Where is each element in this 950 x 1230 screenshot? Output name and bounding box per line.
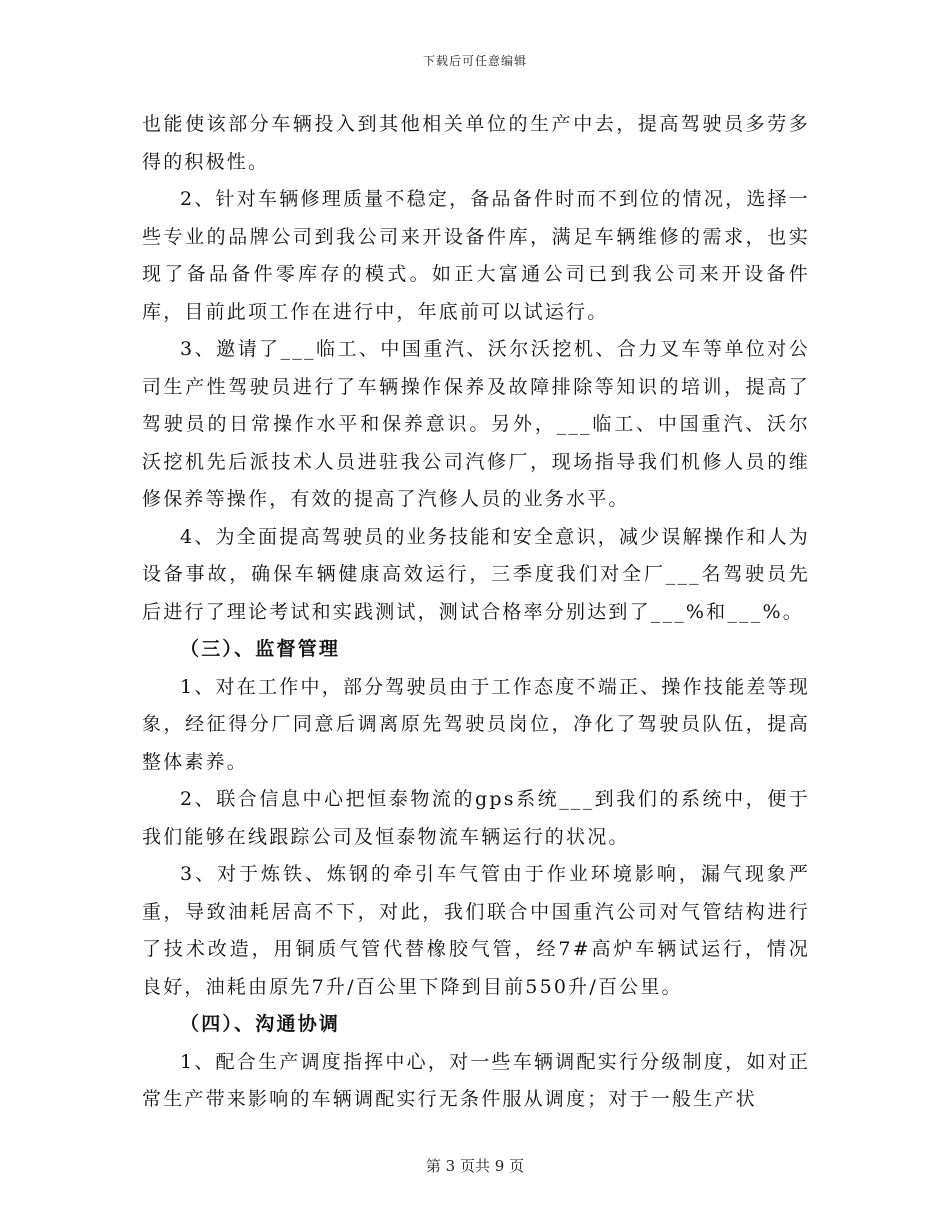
paragraph-spare-parts: 2、针对车辆修理质量不稳定，备品备件时而不到位的情况，选择一些专业的品牌公司到我公司来开设备件库，满足车辆维修的需求，也实现了备品备件零库存的模式。如正大富通公司已到我公司来开设备件库，目前此项工作在进行中，年底前可以试运行。: [142, 188, 810, 323]
paragraph-continuation: 也能使该部分车辆投入到其他相关单位的生产中去，提高驾驶员多劳多得的积极性。: [142, 113, 810, 173]
paragraph-dispatch: 1、配合生产调度指挥中心，对一些车辆调配实行分级制度，如对正常生产带来影响的车辆调配实行无条件服从调度；对于一般生产状: [142, 1050, 810, 1110]
page-number: 第 3 页共 9 页: [425, 1157, 525, 1175]
paragraph-air-pipe-upgrade: 3、对于炼铁、炼钢的牵引车气管由于作业环境影响，漏气现象严重，导致油耗居高不下，对此，我们联合中国重汽公司对气管结构进行了技术改造，用铜质气管代替橡胶气管，经7#高炉车辆试运行，情况良好，油耗由原先7升/百公里下降到目前550升/百公里。: [142, 863, 810, 998]
paragraph-gps-system: 2、联合信息中心把恒泰物流的gps系统___到我们的系统中，便于我们能够在线跟踪公司及恒泰物流车辆运行的状况。: [142, 788, 810, 848]
section-heading-supervision: （三）、监督管理: [180, 638, 341, 660]
section-heading-communication: （四）、沟通协调: [180, 1013, 341, 1035]
paragraph-driver-reassignment: 1、对在工作中，部分驾驶员由于工作态度不端正、操作技能差等现象，经征得分厂同意后调离原先驾驶员岗位，净化了驾驶员队伍，提高整体素养。: [142, 675, 810, 773]
paragraph-driver-testing: 4、为全面提高驾驶员的业务技能和安全意识，减少误解操作和人为设备事故，确保车辆健康高效运行，三季度我们对全厂___名驾驶员先后进行了理论考试和实践测试，测试合格率分别达到了___%和___%。: [142, 525, 810, 623]
page-header: 下载后可任意编辑: [422, 54, 527, 68]
document-body: [142, 106, 810, 1119]
paragraph-training: 3、邀请了___临工、中国重汽、沃尔沃挖机、合力叉车等单位对公司生产性驾驶员进行了车辆操作保养及故障排除等知识的培训，提高了驾驶员的日常操作水平和保养意识。另外，___临工、中国重汽、沃尔沃挖机先后派技术人员进驻我公司汽修厂，现场指导我们机修人员的维修保养等操作，有效的提高了汽修人员的业务水平。: [142, 338, 810, 510]
